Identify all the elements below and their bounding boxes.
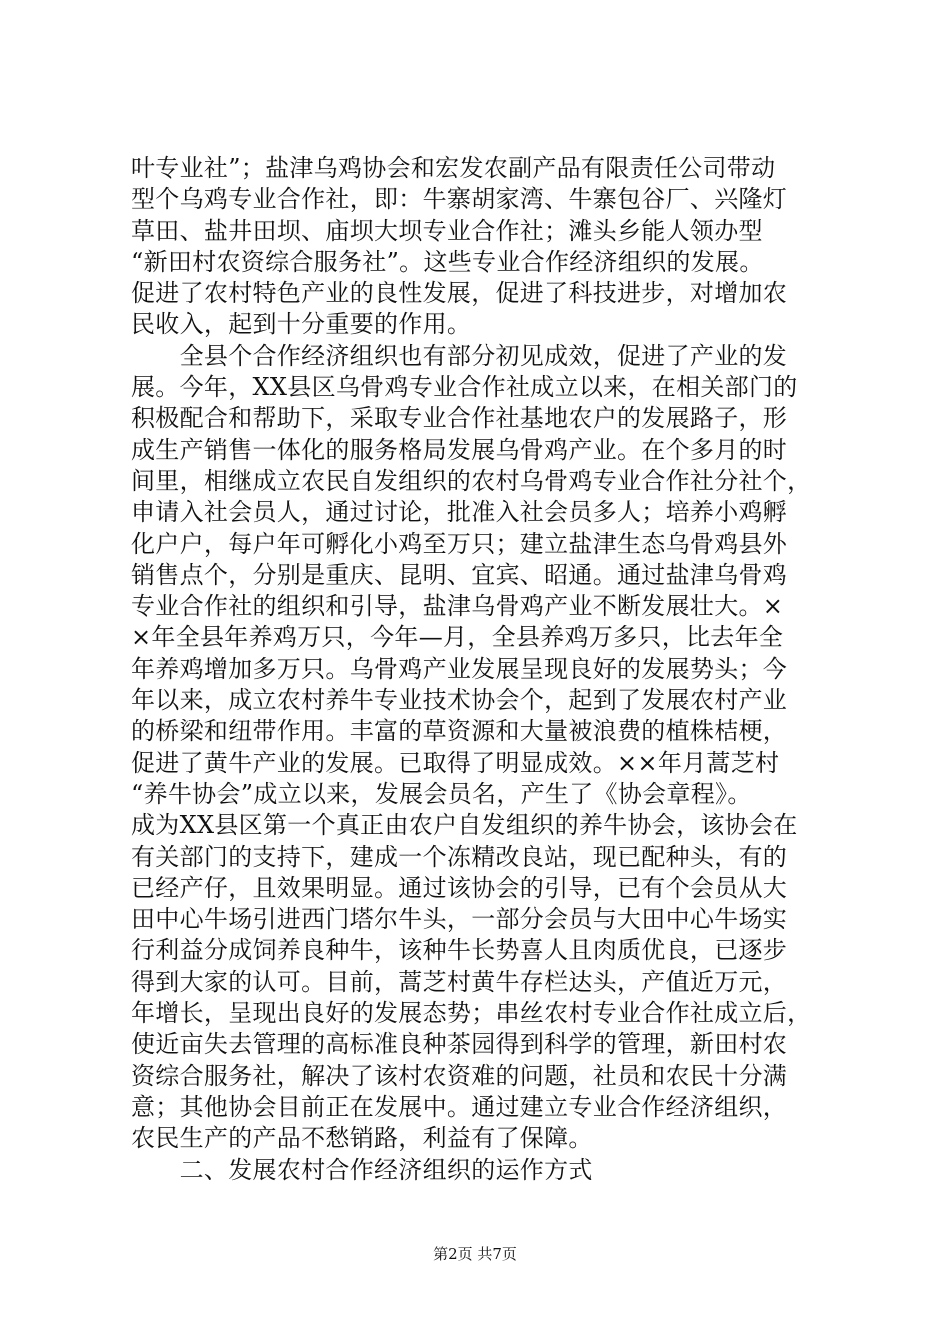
- text-line: 申请入社会员人，通过讨论，批准入社会员多人；培养小鸡孵: [131, 498, 788, 527]
- page-number-label: 第2页 共7页: [433, 1245, 517, 1263]
- text-line: 成生产销售一体化的服务格局发展乌骨鸡产业。在个多月的时: [131, 435, 788, 464]
- text-line: 的桥梁和纽带作用。丰富的草资源和大量被浪费的植株桔梗，: [131, 717, 788, 746]
- text-line: 行利益分成饲养良种牛，该种牛长势喜人且肉质优良，已逐步: [131, 936, 788, 965]
- text-line: 促进了黄牛产业的发展。已取得了明显成效。××年月蒿芝村: [131, 748, 780, 777]
- text-line: 专业合作社的组织和引导，盐津乌骨鸡产业不断发展壮大。×: [131, 592, 784, 621]
- page-footer: [0, 1244, 950, 1264]
- text-line: 展。今年，XX县区乌骨鸡专业合作社成立以来，在相关部门的: [131, 373, 798, 402]
- text-line: 民收入，起到十分重要的作用。: [131, 310, 472, 339]
- text-line: 间里，相继成立农民自发组织的农村乌骨鸡专业合作社分社个，: [131, 466, 812, 495]
- text-line: “养牛协会”成立以来，发展会员名，产生了《协会章程》。: [131, 779, 752, 808]
- text-line: 型个乌鸡专业合作社，即：牛寨胡家湾、牛寨包谷厂、兴隆灯: [131, 185, 788, 214]
- section-heading: 二、发展农村合作经济组织的运作方式: [131, 1155, 593, 1184]
- body-text: [131, 153, 841, 1186]
- text-line: 农民生产的产品不愁销路，利益有了保障。: [131, 1124, 593, 1153]
- text-line: 有关部门的支持下，建成一个冻精改良站，现已配种头，有的: [131, 842, 788, 871]
- text-line: 草田、盐井田坝、庙坝大坝专业合作社；滩头乡能人领办型: [131, 216, 763, 245]
- text-line: ×年全县年养鸡万只，今年—月，全县养鸡万多只，比去年全: [131, 623, 784, 652]
- text-line: 年养鸡增加多万只。乌骨鸡产业发展呈现良好的发展势头；今: [131, 654, 788, 683]
- text-line: 积极配合和帮助下，采取专业合作社基地农户的发展路子，形: [131, 404, 788, 433]
- text-line: 年以来，成立农村养牛专业技术协会个，起到了发展农村产业: [131, 686, 788, 715]
- text-line: 得到大家的认可。目前，蒿芝村黄牛存栏达头，产值近万元，: [131, 967, 788, 996]
- text-line: 成为XX县区第一个真正由农户自发组织的养牛协会，该协会在: [131, 811, 798, 840]
- text-line: 资综合服务社，解决了该村农资难的问题，社员和农民十分满: [131, 1061, 788, 1090]
- text-line: 已经产仔，且效果明显。通过该协会的引导，已有个会员从大: [131, 873, 788, 902]
- text-line: “新田村农资综合服务社”。这些专业合作经济组织的发展。: [131, 247, 764, 276]
- text-line: 田中心牛场引进西门塔尔牛头，一部分会员与大田中心牛场实: [131, 905, 788, 934]
- text-line: 全县个合作经济组织也有部分初见成效，促进了产业的发: [131, 341, 788, 370]
- text-line: 年增长，呈现出良好的发展态势；串丝农村专业合作社成立后，: [131, 999, 812, 1028]
- text-line: 销售点个，分别是重庆、昆明、宜宾、昭通。通过盐津乌骨鸡: [131, 560, 788, 589]
- text-line: 化户户，每户年可孵化小鸡至万只；建立盐津生态乌骨鸡县外: [131, 529, 788, 558]
- text-line: 促进了农村特色产业的良性发展，促进了科技进步，对增加农: [131, 279, 788, 308]
- text-line: 意；其他协会目前正在发展中。通过建立专业合作经济组织，: [131, 1092, 788, 1121]
- text-line: 叶专业社”；盐津乌鸡协会和宏发农副产品有限责任公司带动: [131, 154, 776, 182]
- text-line: 使近亩失去管理的高标准良种茶园得到科学的管理，新田村农: [131, 1030, 788, 1059]
